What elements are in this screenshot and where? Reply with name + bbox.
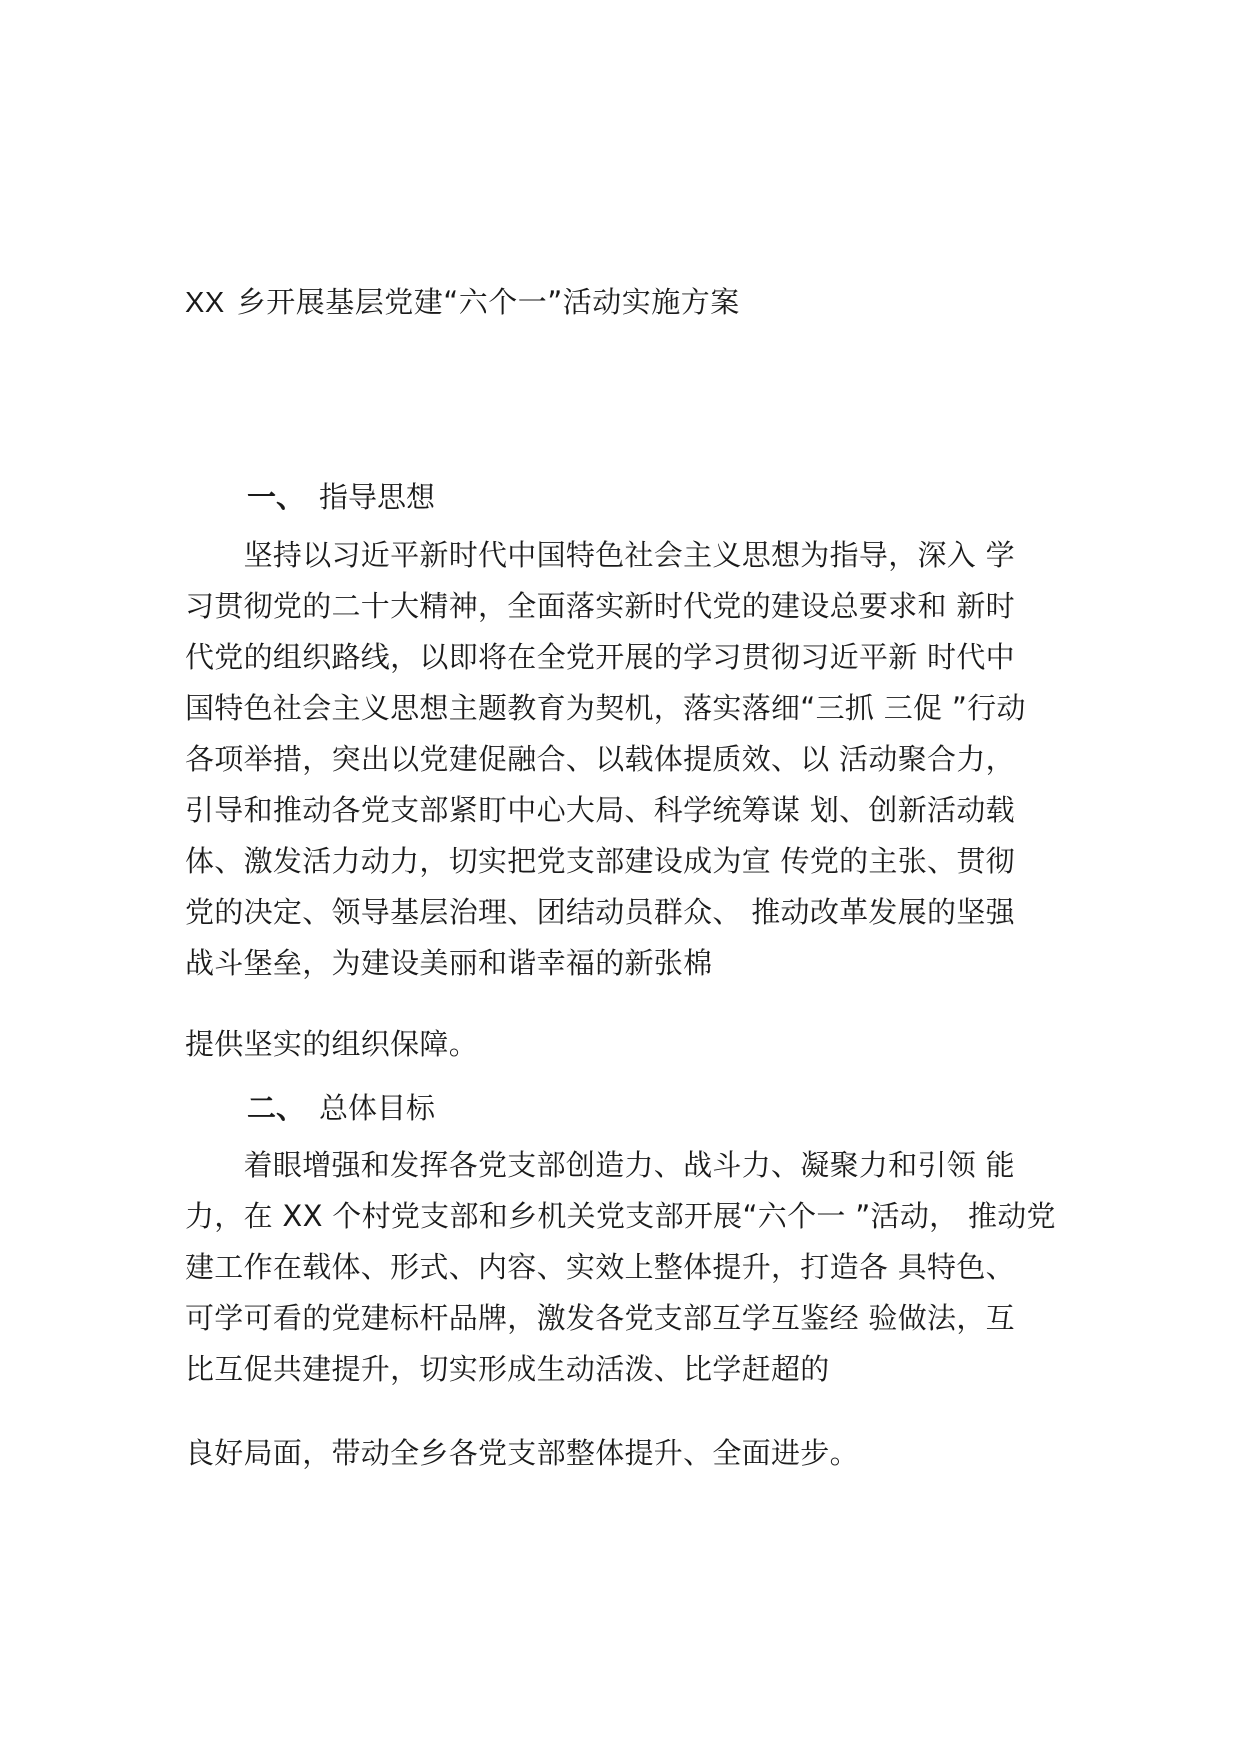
paragraph-line: 党的决定、领导基层治理、团结动员群众、 推动改革发展的坚强 bbox=[185, 895, 1015, 929]
section-2-heading bbox=[247, 1088, 435, 1128]
title-text: 乡开展基层党建“六个一”活动实施方案 bbox=[236, 285, 740, 319]
paragraph-line: 代党的组织路线，以即将在全党开展的学习贯彻习近平新 时代中 bbox=[185, 640, 1015, 674]
section-2-number: 二、 bbox=[247, 1091, 306, 1125]
title-code: XX bbox=[185, 287, 225, 319]
paragraph-line: 力，在 XX 个村党支部和乡机关党支部开展“六个一 ”活动， 推动党 bbox=[185, 1199, 1056, 1233]
paragraph-line: 建工作在载体、形式、内容、实效上整体提升，打造各 具特色、 bbox=[185, 1250, 1015, 1284]
section-2-paragraph bbox=[185, 1140, 1056, 1395]
section-1-number: 一、 bbox=[247, 480, 306, 514]
section-1-paragraph bbox=[185, 530, 1026, 989]
paragraph-line: 可学可看的党建标杆品牌，激发各党支部互学互鉴经 验做法，互 bbox=[185, 1301, 1015, 1335]
section-1-title: 指导思想 bbox=[319, 480, 436, 514]
paragraph-line: 国特色社会主义思想主题教育为契机，落实落细“三抓 三促 ”行动 bbox=[185, 691, 1026, 725]
paragraph-line: 各项举措，突出以党建促融合、以载体提质效、以 活动聚合力， bbox=[185, 742, 1015, 776]
paragraph-line: 习贯彻党的二十大精神，全面落实新时代党的建设总要求和 新时 bbox=[185, 589, 1015, 623]
section-2-tail-line: 良好局面，带动全乡各党支部整体提升、全面进步。 bbox=[185, 1436, 859, 1470]
section-1-heading bbox=[247, 477, 435, 517]
paragraph-line: 战斗堡垒，为建设美丽和谐幸福的新张棉 bbox=[185, 946, 713, 980]
section-2-title: 总体目标 bbox=[319, 1091, 436, 1125]
paragraph-line: 体、激发活力动力，切实把党支部建设成为宣 传党的主张、贯彻 bbox=[185, 844, 1015, 878]
paragraph-line: 坚持以习近平新时代中国特色社会主义思想为指导，深入 学 bbox=[185, 538, 1015, 572]
document-title bbox=[185, 282, 740, 323]
section-1-tail-line: 提供坚实的组织保障。 bbox=[185, 1027, 479, 1061]
paragraph-line: 着眼增强和发挥各党支部创造力、战斗力、凝聚力和引领 能 bbox=[185, 1148, 1015, 1182]
paragraph-line: 比互促共建提升，切实形成生动活泼、比学赶超的 bbox=[185, 1352, 830, 1386]
paragraph-line: 引导和推动各党支部紧盯中心大局、科学统筹谋 划、创新活动载 bbox=[185, 793, 1015, 827]
